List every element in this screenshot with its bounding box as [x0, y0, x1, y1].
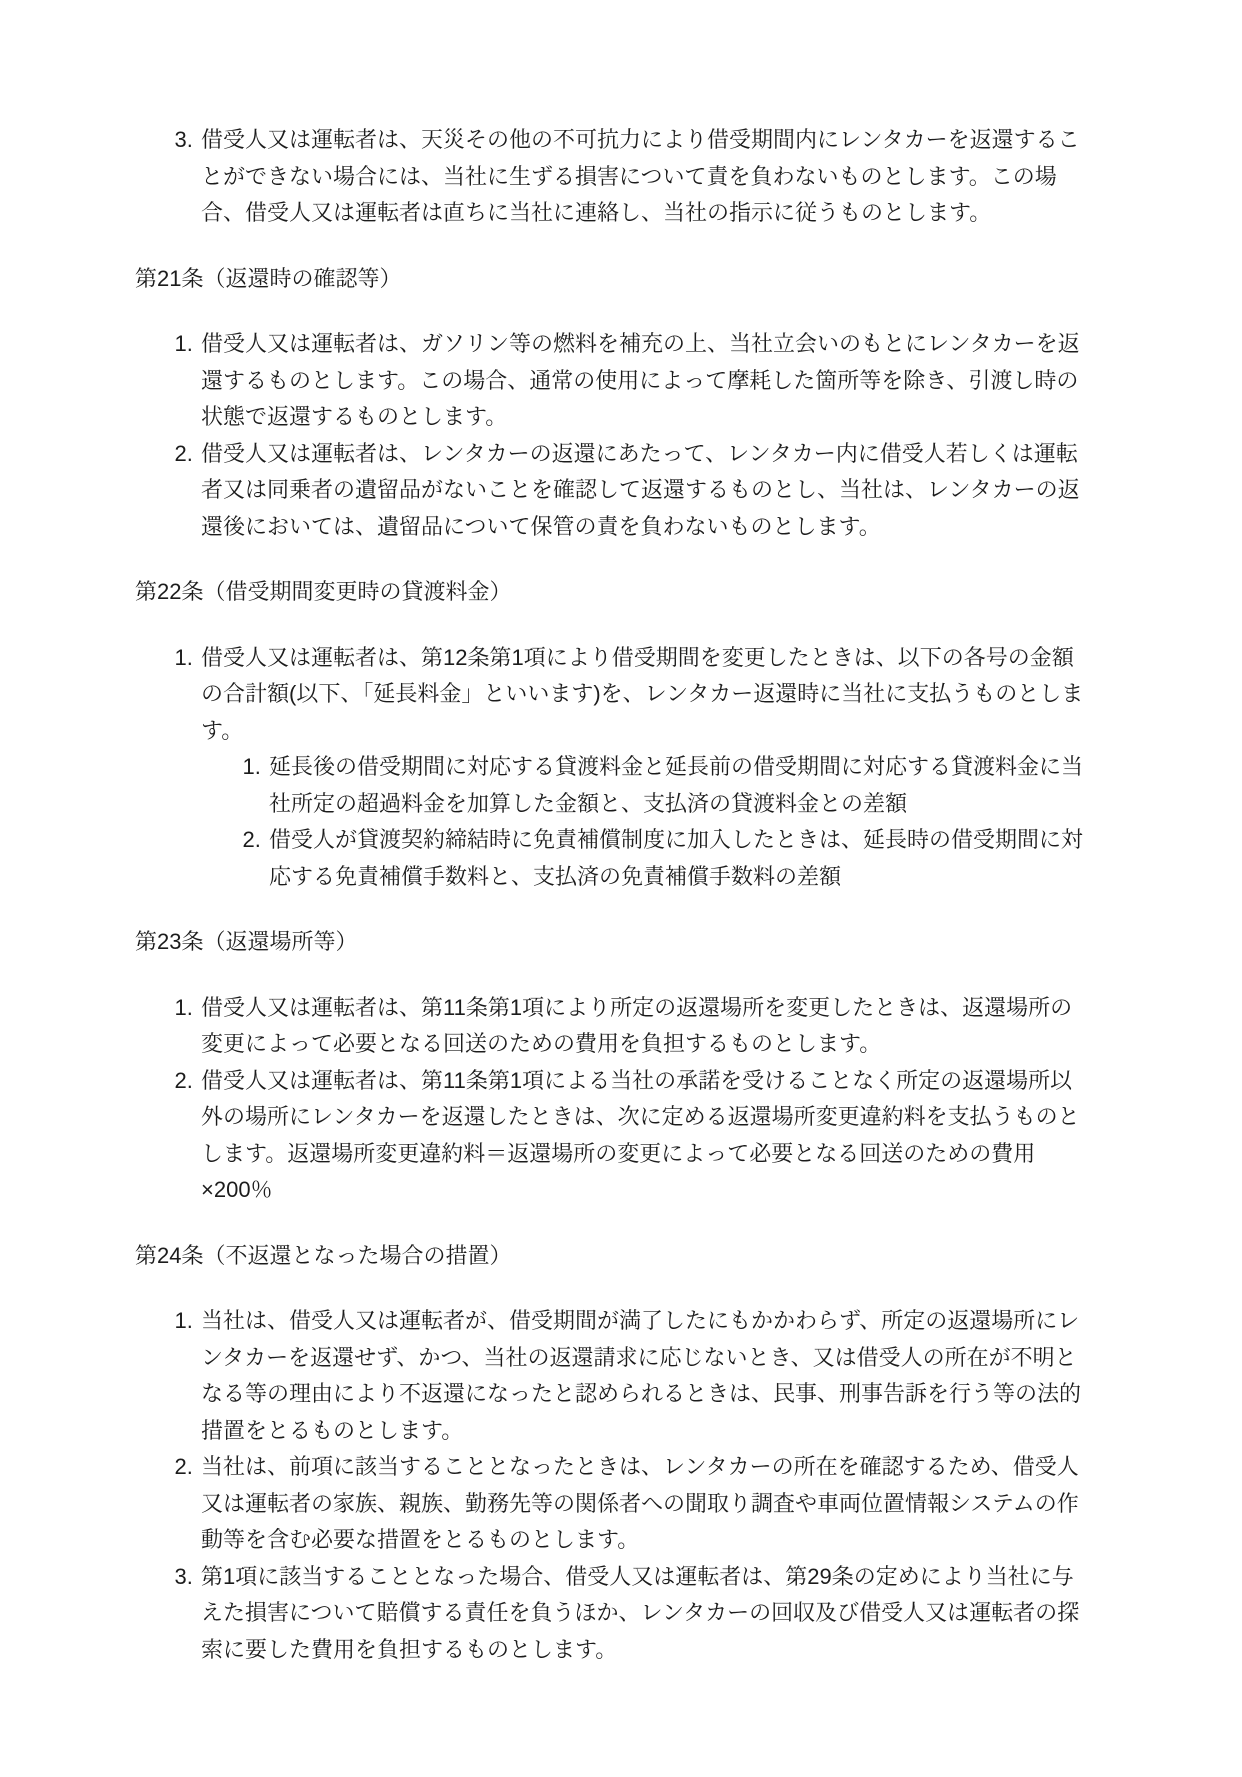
article-clause-list — [135, 1303, 1092, 1668]
article-clause-list — [135, 326, 1092, 545]
clause-text: 借受人又は運転者は、ガソリン等の燃料を補充の上、当社立会いのもとにレンタカーを返還するものとします。この場合、通常の使用によって摩耗した箇所等を除き、引渡し時の状態で返還するものとします。 — [201, 331, 1080, 429]
intro-clause-list — [135, 122, 1092, 232]
sub-clause-list — [201, 749, 1092, 895]
clause-item — [199, 1063, 1092, 1209]
article-heading: 第24条（不返還となった場合の措置） — [135, 1242, 512, 1268]
intro-clause-item: 3. 借受人又は運転者は、天災その他の不可抗力により借受期間内にレンタカーを返還することができない場合には、当社に生ずる損害について責を負わないものとします。この場合、借受人又は運転者は直ちに当社に連絡し、当社の指示に従うものとします。 — [199, 122, 1092, 232]
clause-text: 当社は、前項に該当することとなったときは、レンタカーの所在を確認するため、借受人又は運転者の家族、親族、勤務先等の関係者への聞取り調査や車両位置情報システムの作動等を含む必要な措置をとるものとします。 — [201, 1454, 1079, 1552]
article-heading: 第23条（返還場所等） — [135, 929, 358, 954]
clause-item — [199, 1449, 1092, 1559]
clause-text: 借受人又は運転者は、第11条第1項による当社の承諾を受けることなく所定の返還場所以外の場所にレンタカーを返還したときは、次に定める返還場所変更違約料を支払うものとします。返還場所変更違約料＝返還場所の変更によって必要となる回送のための費用×200％ — [201, 1067, 1080, 1202]
article-heading: 第21条（返還時の確認等） — [135, 265, 402, 291]
clause-item — [199, 990, 1092, 1063]
clause-item — [199, 1303, 1092, 1449]
clause-item — [199, 640, 1092, 896]
clause-text: 借受人又は運転者は、第12条第1項により借受期間を変更したときは、以下の各号の金額の合計額(以下、「延長料金」といいます)を、レンタカー返還時に当社に支払うものとします。 — [201, 644, 1084, 743]
clause-text: 第1項に該当することとなった場合、借受人又は運転者は、第29条の定めにより当社に与えた損害について賠償する責任を負うほか、レンタカーの回収及び借受人又は運転者の探索に要した費用を負担するものとします。 — [201, 1563, 1080, 1662]
sub-clause-item: 1. 延長後の借受期間に対応する貸渡料金と延長前の借受期間に対応する貸渡料金に当社所定の超過料金を加算した金額と、支払済の貸渡料金との差額 — [267, 749, 1092, 822]
article-clause-list — [135, 640, 1092, 896]
clause-text: 借受人又は運転者は、レンタカーの返還にあたって、レンタカー内に借受人若しくは運転者又は同乗者の遺留品がないことを確認して返還するものとし、当社は、レンタカーの返還後においては、遺留品について保管の責を負わないものとします。 — [201, 440, 1080, 539]
clause-text: 借受人又は運転者は、第11条第1項により所定の返還場所を変更したときは、返還場所の変更によって必要となる回送のための費用を負担するものとします。 — [201, 994, 1073, 1056]
sections-container — [135, 261, 1092, 1669]
article-heading: 第22条（借受期間変更時の貸渡料金） — [135, 579, 512, 604]
article-clause-list — [135, 990, 1092, 1209]
clause-item — [199, 1559, 1092, 1669]
sub-clause-item: 2. 借受人が貸渡契約締結時に免責補償制度に加入したときは、延長時の借受期間に対応する免責補償手数料と、支払済の免責補償手数料の差額 — [267, 822, 1092, 895]
clause-item — [199, 436, 1092, 546]
clause-item — [199, 326, 1092, 436]
clause-text: 当社は、借受人又は運転者が、借受期間が満了したにもかかわらず、所定の返還場所にレンタカーを返還せず、かつ、当社の返還請求に応じないとき、又は借受人の所在が不明となる等の理由により不返還になったと認められるときは、民事、刑事告訴を行う等の法的措置をとるものとします。 — [201, 1308, 1082, 1443]
